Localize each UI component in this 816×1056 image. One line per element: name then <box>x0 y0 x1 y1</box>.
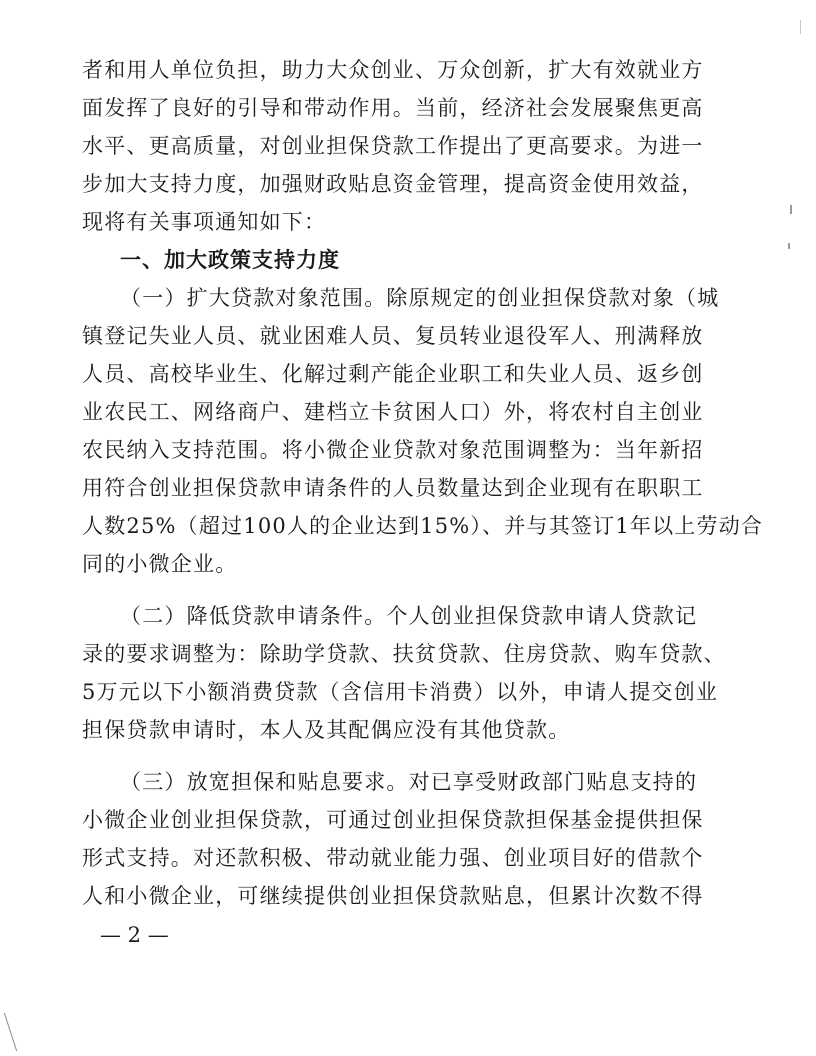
text-line-19: （三）放宽担保和贴息要求。对已享受财政部门贴息支持的 <box>120 770 698 794</box>
scan-speck <box>788 243 790 249</box>
text-line-5: 现将有关事项通知如下： <box>82 210 327 234</box>
scan-speck <box>4 1013 17 1051</box>
text-line-22: 人和小微企业，可继续提供创业担保贷款贴息，但累计次数不得 <box>82 884 704 908</box>
text-line-9: 人员、高校毕业生、化解过剩产能企业职工和失业人员、返乡创 <box>82 362 704 386</box>
scan-speck <box>790 205 792 214</box>
text-line-4: 步加大支持力度，加强财政贴息资金管理，提高资金使用效益， <box>82 172 704 196</box>
text-line-10: 业农民工、网络商户、建档立卡贫困人口）外，将农村自主创业 <box>82 400 704 424</box>
text-line-14: 同的小微企业。 <box>82 552 238 576</box>
text-line-7: （一）扩大贷款对象范围。除原规定的创业担保贷款对象（城 <box>120 286 720 310</box>
text-line-20: 小微企业创业担保贷款，可通过创业担保贷款担保基金提供担保 <box>82 808 704 832</box>
text-line-17: 5万元以下小额消费贷款（含信用卡消费）以外，申请人提交创业 <box>82 680 719 704</box>
text-line-13: 人数25%（超过100人的企业达到15%）、并与其签订1年以上劳动合 <box>82 514 764 538</box>
text-line-15: （二）降低贷款申请条件。个人创业担保贷款申请人贷款记 <box>120 604 698 628</box>
page-number: — 2 — <box>100 923 169 947</box>
section-heading: 一、加大政策支持力度 <box>120 248 340 272</box>
text-line-3: 水平、更高质量，对创业担保贷款工作提出了更高要求。为进一 <box>82 134 704 158</box>
text-line-12: 用符合创业担保贷款申请条件的人员数量达到企业现有在职职工 <box>82 476 704 500</box>
text-line-2: 面发挥了良好的引导和带动作用。当前，经济社会发展聚焦更高 <box>82 96 704 120</box>
text-line-11: 农民纳入支持范围。将小微企业贷款对象范围调整为：当年新招 <box>82 438 704 462</box>
text-line-21: 形式支持。对还款积极、带动就业能力强、创业项目好的借款个 <box>82 846 704 870</box>
text-line-16: 录的要求调整为：除助学贷款、扶贫贷款、住房贷款、购车贷款、 <box>82 642 726 666</box>
scan-speck <box>800 20 801 34</box>
text-line-1: 者和用人单位负担，助力大众创业、万众创新，扩大有效就业方 <box>82 58 704 82</box>
text-line-18: 担保贷款申请时，本人及其配偶应没有其他贷款。 <box>82 718 571 742</box>
text-line-8: 镇登记失业人员、就业困难人员、复员转业退役军人、刑满释放 <box>82 324 704 348</box>
